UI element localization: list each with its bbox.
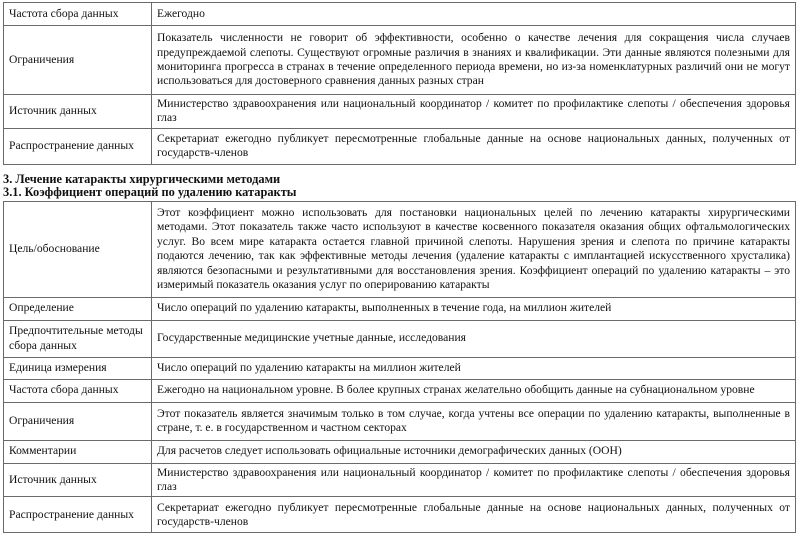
row-value: Число операций по удалению катаракты, выполненных в течение года, на миллион жителей <box>152 297 796 320</box>
row-label: Частота сбора данных <box>4 3 152 26</box>
row-value: Государственные медицинские учетные данные, исследования <box>152 320 796 357</box>
row-label: Комментарии <box>4 440 152 463</box>
row-label: Цель/обоснование <box>4 201 152 297</box>
table-row <box>4 379 796 402</box>
table-row <box>4 26 796 95</box>
row-value: Этот коэффициент можно использовать для постановки национальных целей по лечению катаракты хирургическими методами. Этот показатель также часто используют в качестве косвенного показателя оказания общих офтальмологических услуг. Во всем мире катаракта остается главной причиной слепоты. Нарушения зрения и слепота по причине катаракты подаются лечению, так как эффективные методы лечения (удаление катаракты с имплантацией искусственного хрусталика) являются безопасными и результативными для восстановления зрения. Коэффициент операций по удалению катаракты – это измеримый показатель оказания услуг по оперированию катаракты <box>152 201 796 297</box>
table-row <box>4 95 796 129</box>
row-label: Определение <box>4 297 152 320</box>
row-label: Единица измерения <box>4 357 152 379</box>
row-label: Распространение данных <box>4 497 152 533</box>
indicator-table-top <box>3 2 796 165</box>
table-row <box>4 463 796 497</box>
row-label: Распространение данных <box>4 128 152 164</box>
row-label: Источник данных <box>4 95 152 129</box>
row-value: Ежегодно <box>152 3 796 26</box>
row-value: Этот показатель является значимым только в том случае, когда учтены все операции по удалению катаракты, выполненные в стране, т. е. в государственном и частном секторах <box>152 402 796 440</box>
table-row <box>4 128 796 164</box>
row-label: Ограничения <box>4 26 152 95</box>
section-heading-block <box>3 173 798 200</box>
table-row <box>4 402 796 440</box>
row-value: Ежегодно на национальном уровне. В более крупных странах желательно обобщить данные на субнациональном уровне <box>152 379 796 402</box>
row-value: Секретариат ежегодно публикует пересмотренные глобальные данные на основе национальных данных, полученных от государств-членов <box>152 497 796 533</box>
row-label: Предпочтительные методы сбора данных <box>4 320 152 357</box>
section-title: 3. Лечение катаракты хирургическими методами <box>3 171 281 186</box>
indicator-table-main <box>3 201 796 534</box>
table-row <box>4 497 796 533</box>
table-row <box>4 3 796 26</box>
row-label: Ограничения <box>4 402 152 440</box>
row-value: Секретариат ежегодно публикует пересмотренные глобальные данные на основе национальных данных, полученных от государств-членов <box>152 128 796 164</box>
row-value: Министерство здравоохранения или национальный координатор / комитет по профилактике слепоты / обеспечения здоровья глаз <box>152 95 796 129</box>
table-row <box>4 297 796 320</box>
row-label: Частота сбора данных <box>4 379 152 402</box>
row-value: Число операций по удалению катаракты на миллион жителей <box>152 357 796 379</box>
row-value: Показатель численности не говорит об эффективности, особенно о качестве лечения для сокращения числа случаев предупреждаемой слепоты. Существуют огромные различия в знаниях и квалификации. Эти данные являются полезными для мониторинга прогресса в странах в течение определенного периода времени, но из-за номенклатурных различий они не могут использоваться для достоверного сравнения данных разных стран <box>152 26 796 95</box>
row-label: Источник данных <box>4 463 152 497</box>
table-row <box>4 357 796 379</box>
subsection-title: 3.1. Коэффициент операций по удалению катаракты <box>3 185 297 200</box>
table-row <box>4 440 796 463</box>
table-row <box>4 320 796 357</box>
row-value: Для расчетов следует использовать официальные источники демографических данных (ООН) <box>152 440 796 463</box>
row-value: Министерство здравоохранения или национальный координатор / комитет по профилактике слепоты / обеспечения здоровья глаз <box>152 463 796 497</box>
table-row <box>4 201 796 297</box>
